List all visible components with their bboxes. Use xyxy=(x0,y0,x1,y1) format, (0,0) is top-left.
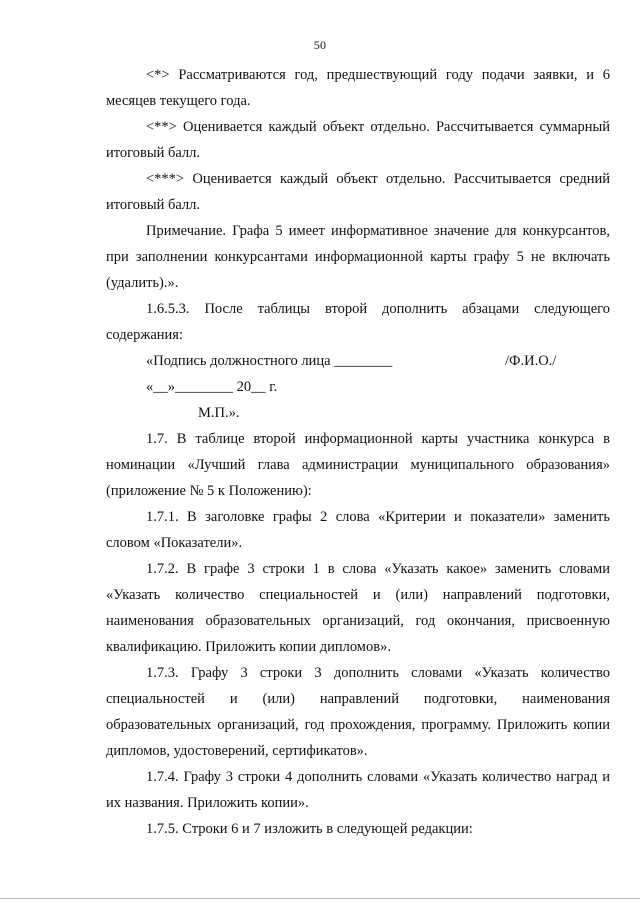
paragraph-1-7-1: 1.7.1. В заголовке графы 2 слова «Критерии и показатели» заменить словом «Показатели». xyxy=(106,509,610,551)
date-line xyxy=(106,374,610,400)
paragraph-1-7: 1.7. В таблице второй информационной карты участника конкурса в номинации «Лучший глава администрации муниципального образования» (приложение № 5 к Положению): xyxy=(106,431,610,499)
signature-name-text: /Ф.И.О./ xyxy=(505,353,557,369)
page-bottom-border xyxy=(0,898,640,899)
signature-line xyxy=(106,348,610,374)
paragraph-footnote-2: <**> Оценивается каждый объект отдельно. Рассчитывается суммарный итоговый балл. xyxy=(106,119,610,161)
stamp-line xyxy=(106,400,610,426)
date-text: «__»________ 20__ г. xyxy=(146,379,278,395)
document-content xyxy=(106,62,610,842)
page-number: 50 xyxy=(313,38,327,52)
paragraph-footnote-1: <*> Рассматриваются год, предшествующий году подачи заявки, и 6 месяцев текущего года. xyxy=(106,67,610,109)
signature-left-text: «Подпись должностного лица ________ xyxy=(146,353,393,369)
paragraph-footnote-3: <***> Оценивается каждый объект отдельно. Рассчитывается средний итоговый балл. xyxy=(106,171,610,213)
stamp-text: М.П.». xyxy=(198,405,240,421)
paragraph-note: Примечание. Графа 5 имеет информативное значение для конкурсантов, при заполнении конкурсантами информационной карты графу 5 не включать (удалить).». xyxy=(106,223,610,291)
paragraph-1-7-2: 1.7.2. В графе 3 строки 1 в слова «Указать какое» заменить словами «Указать количество специальностей и (или) направлений подготовки, наименования образовательных организаций, год окончания, присвоенную квалификацию. Приложить копии дипломов». xyxy=(106,561,610,655)
paragraph-1-7-4: 1.7.4. Графу 3 строки 4 дополнить словами «Указать количество наград и их названия. Приложить копии». xyxy=(106,769,610,811)
paragraph-1-7-3: 1.7.3. Графу 3 строки 3 дополнить словами «Указать количество специальностей и (или) направлений подготовки, наименования образовательных организаций, год прохождения, программу. Приложить копии дипломов, удостоверений, сертификатов». xyxy=(106,665,610,759)
paragraph-1-7-5: 1.7.5. Строки 6 и 7 изложить в следующей редакции: xyxy=(146,821,473,837)
paragraph-1-6-5-3: 1.6.5.3. После таблицы второй дополнить абзацами следующего содержания: xyxy=(106,301,610,343)
